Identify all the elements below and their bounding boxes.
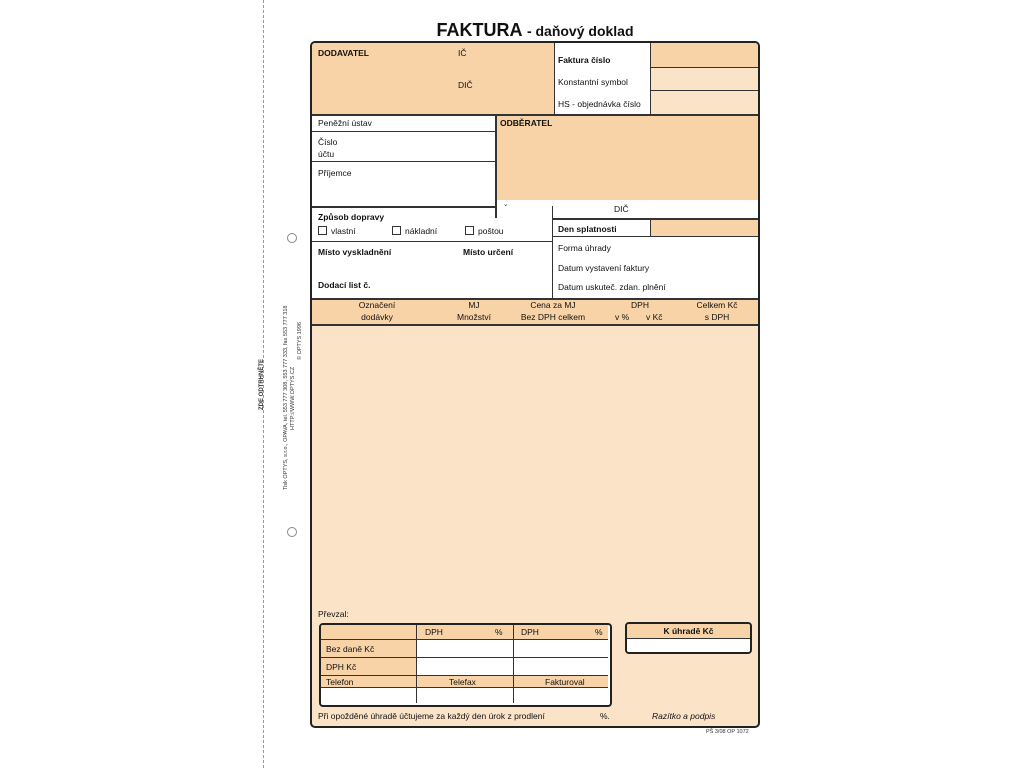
supplier-label: DODAVATEL (318, 48, 369, 58)
transport-label: Způsob dopravy (318, 212, 385, 222)
invoice-number-label: Faktura číslo (558, 55, 611, 65)
due-date-field[interactable] (650, 218, 758, 236)
order-number-label: HS - objednávka číslo (558, 99, 641, 109)
vat-col1-label: DPH (425, 627, 443, 637)
printer-info-2: HTTP://WWW.OPTYS.CZ (290, 366, 296, 430)
delivery-note-label: Dodací list č. (318, 280, 371, 290)
punch-hole-top (287, 233, 297, 243)
customer-label: ODBĚRATEL (500, 118, 553, 128)
issue-date-label: Datum vystavení faktury (558, 263, 650, 273)
invoice-number-field[interactable] (650, 43, 758, 67)
tear-label: ZDE ODTRHNĚTE (259, 359, 265, 410)
col-vat-pct: v % (615, 312, 630, 322)
order-number-field[interactable] (650, 90, 758, 114)
stamp-signature-label: Razítko a podpis (652, 711, 716, 721)
transport-post-label: poštou (478, 226, 504, 236)
received-label: Převzal: (318, 609, 349, 619)
printer-info-1: Tisk OPTYS, s.r.o., OPAVA, tel. 553 777 308, 553 777 333, fax 553 777 318 (283, 305, 289, 490)
transport-truck-label: nákladní (405, 226, 438, 236)
items-body[interactable] (312, 324, 758, 614)
phone-label: Telefon (326, 677, 354, 687)
late-payment-note: Při opožděné úhradě účtujeme za každý den úrok z prodlení (318, 711, 545, 721)
vat-amount-label: DPH Kč (326, 662, 357, 672)
dispatch-place-label: Místo vyskladnění (318, 247, 392, 257)
taxable-date-label: Datum uskuteč. zdan. plnění (558, 282, 666, 292)
transport-post-checkbox[interactable] (465, 226, 474, 235)
title-sub: - daňový doklad (526, 23, 634, 39)
account-number-label-2: účtu (318, 149, 335, 159)
payable-box (625, 622, 752, 654)
constant-symbol-field[interactable] (650, 67, 758, 90)
vat-base-label: Bez daně Kč (326, 644, 375, 654)
account-number-label-1: Číslo (318, 137, 338, 147)
recipient-label: Příjemce (318, 168, 352, 178)
printer-info-3: © OPTYS 1996 (297, 322, 303, 360)
invoiced-by-label: Fakturoval (545, 677, 585, 687)
supplier-ic-label: IČ (458, 48, 467, 58)
late-payment-pct: %. (600, 711, 610, 721)
page-title (310, 20, 760, 41)
payment-form-label: Forma úhrady (558, 243, 611, 253)
col-designation-1: Označení (358, 300, 396, 310)
supplier-dic-label: DIČ (458, 80, 473, 90)
contact-fields[interactable] (321, 687, 608, 703)
col-vat-1: DPH (631, 300, 649, 310)
col-total-1: Celkem Kč (696, 300, 738, 310)
transport-own-label: vlastní (331, 226, 356, 236)
col-vat-czk: v Kč (646, 312, 663, 322)
col-designation-2: dodávky (361, 312, 393, 322)
vat-col1-pct: % (495, 627, 503, 637)
form-code: PŠ 3/08 OP 1072 (706, 729, 749, 735)
vat-col2-label: DPH (521, 627, 539, 637)
vat-col2-pct: % (595, 627, 603, 637)
col-unit-1: MJ (468, 300, 480, 310)
payable-label: K úhradě Kč (663, 626, 714, 636)
bank-institution-label: Peněžní ústav (318, 118, 372, 128)
invoice-form (310, 41, 760, 728)
due-date-label: Den splatnosti (558, 224, 617, 234)
vat-table (319, 623, 612, 707)
transport-own-checkbox[interactable] (318, 226, 327, 235)
vat-amount-field[interactable] (416, 657, 608, 675)
punch-hole-bottom (287, 527, 297, 537)
col-unit-2: Množství (456, 312, 491, 322)
col-total-2: s DPH (704, 312, 730, 322)
transport-truck-checkbox[interactable] (392, 226, 401, 235)
col-price-1: Cena za MJ (530, 300, 576, 310)
destination-label: Místo určení (463, 247, 514, 257)
title-main: FAKTURA (436, 20, 523, 40)
vat-base-field[interactable] (416, 639, 608, 657)
payable-amount-field[interactable] (627, 639, 750, 652)
constant-symbol-label: Konstantní symbol (558, 77, 628, 87)
fax-label: Telefax (449, 677, 476, 687)
customer-dic-label: DIČ (614, 204, 629, 214)
col-price-2: Bez DPH celkem (520, 312, 586, 322)
